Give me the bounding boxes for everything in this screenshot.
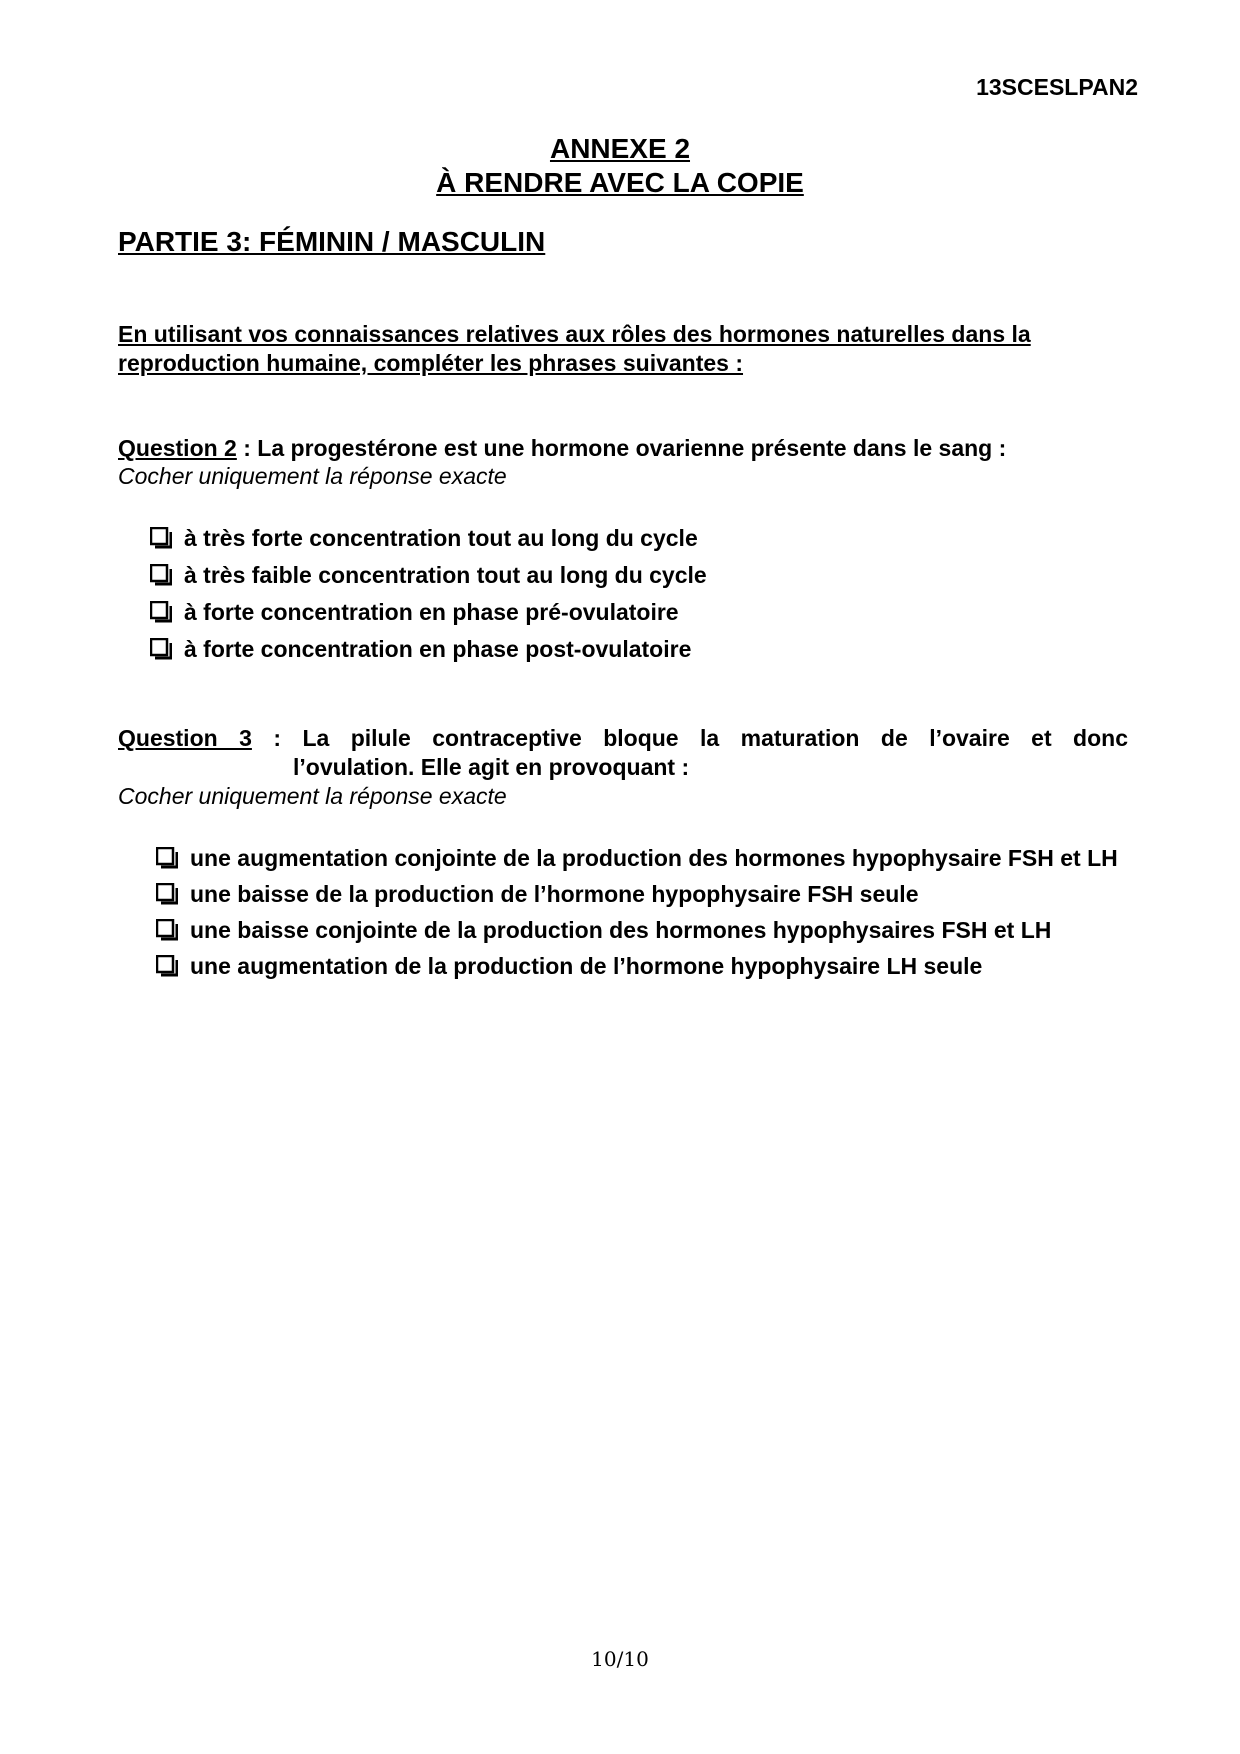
question-3-text-line2: l’ovulation. Elle agit en provoquant : <box>293 754 690 780</box>
question-3-hint: Cocher uniquement la réponse exacte <box>118 783 507 809</box>
question-3-options <box>156 844 1136 981</box>
option-label: une baisse conjointe de la production des hormones hypophysaires FSH et LH <box>190 917 1052 943</box>
question-2-label: Question 2 <box>118 435 237 461</box>
option-checkbox[interactable] <box>156 952 1136 981</box>
option-checkbox[interactable] <box>150 598 1130 627</box>
option-label: à très forte concentration tout au long du cycle <box>184 525 698 551</box>
option-checkbox[interactable] <box>156 880 1136 909</box>
option-checkbox[interactable] <box>150 524 1130 553</box>
question-3-heading <box>118 724 1128 753</box>
option-checkbox[interactable] <box>150 561 1130 590</box>
option-label: une augmentation de la production de l’hormone hypophysaire LH seule <box>190 953 983 979</box>
question-3-text-line1: : La pilule contraceptive bloque la maturation de l’ovaire et donc <box>273 725 1128 751</box>
question-2-options <box>150 524 1130 664</box>
question-3-label: Question 3 <box>118 725 252 751</box>
checkbox-icon[interactable] <box>150 638 172 660</box>
question-2-hint: Cocher uniquement la réponse exacte <box>118 463 507 489</box>
option-label: une baisse de la production de l’hormone hypophysaire FSH seule <box>190 881 919 907</box>
option-label: à très faible concentration tout au long du cycle <box>184 562 707 588</box>
checkbox-icon[interactable] <box>150 527 172 549</box>
document-code: 13SCESLPAN2 <box>976 74 1138 100</box>
option-label: une augmentation conjointe de la production des hormones hypophysaire FSH et LH <box>190 845 1118 871</box>
option-checkbox[interactable] <box>156 844 1136 873</box>
question-2-text: : La progestérone est une hormone ovarienne présente dans le sang : <box>236 435 1007 461</box>
page-number: 10/10 <box>591 1647 649 1671</box>
option-checkbox[interactable] <box>156 916 1136 945</box>
section-title: PARTIE 3: FÉMININ / MASCULIN <box>118 226 546 257</box>
checkbox-icon[interactable] <box>150 601 172 623</box>
checkbox-icon[interactable] <box>156 919 178 941</box>
checkbox-icon[interactable] <box>156 883 178 905</box>
option-label: à forte concentration en phase post-ovulatoire <box>184 636 692 662</box>
annex-title: ANNEXE 2 <box>549 133 691 164</box>
question-2-heading <box>118 434 1006 463</box>
checkbox-icon[interactable] <box>156 955 178 977</box>
option-label: à forte concentration en phase pré-ovulatoire <box>184 599 679 625</box>
annex-subtitle: À RENDRE AVEC LA COPIE <box>436 167 804 198</box>
checkbox-icon[interactable] <box>150 564 172 586</box>
section-instruction: En utilisant vos connaissances relatives aux rôles des hormones naturelles dans la reproduction humaine, compléter les phrases suivantes : <box>118 321 1031 376</box>
option-checkbox[interactable] <box>150 635 1130 664</box>
checkbox-icon[interactable] <box>156 847 178 869</box>
